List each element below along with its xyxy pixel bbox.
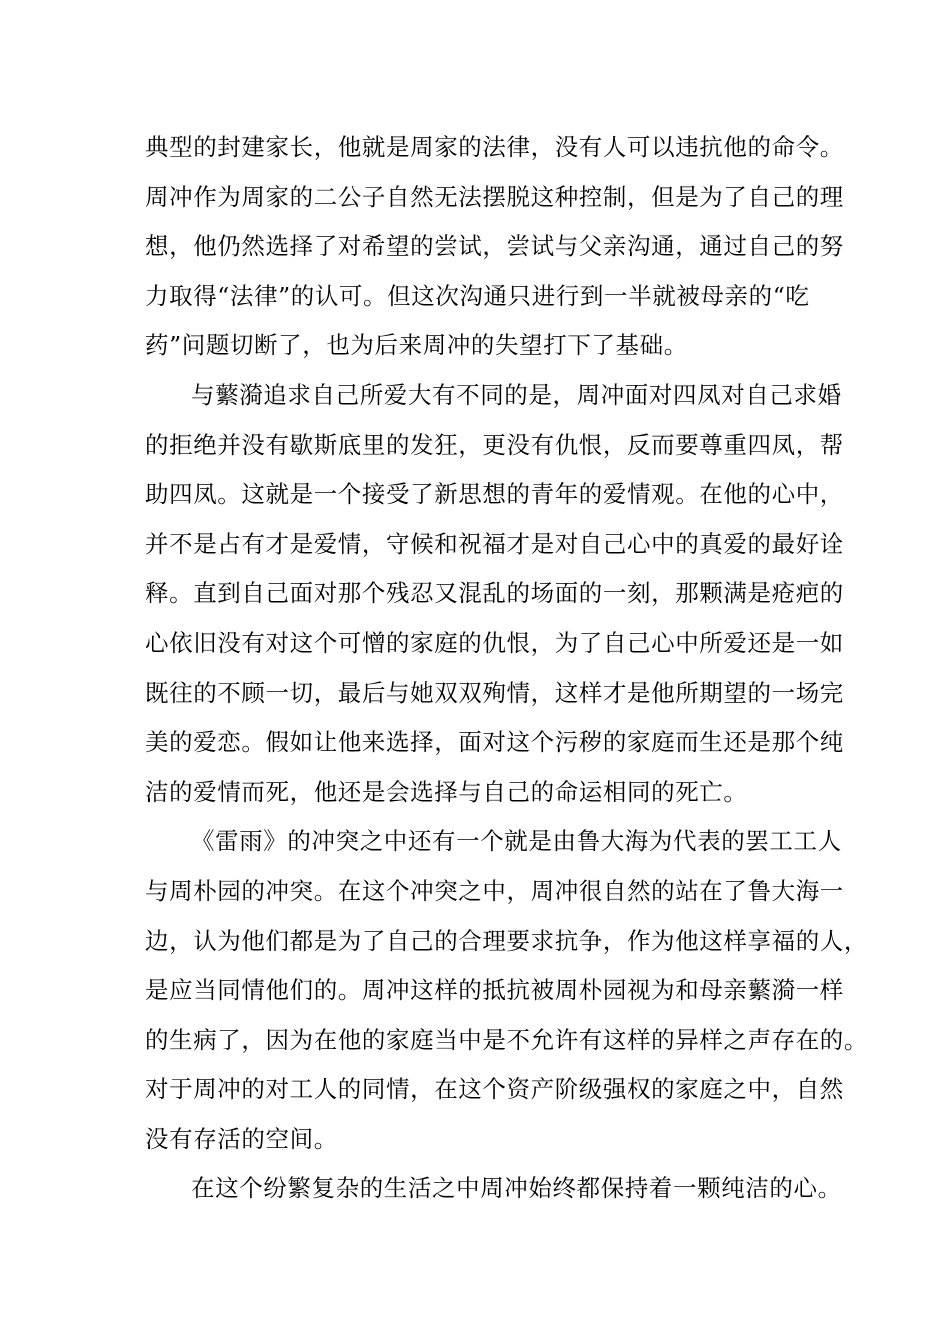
text-line: 并不是占有才是爱情，守候和祝福才是对自己心中的真爱的最好诠 [145, 529, 844, 558]
text-line: 没有存活的空间。 [145, 1124, 338, 1153]
paragraph-first-line: 与蘩漪追求自己所爱大有不同的是，周冲面对四凤对自己求婚 [191, 380, 842, 409]
text-line: 药”问题切断了，也为后来周冲的失望打下了基础。 [145, 331, 688, 360]
text-line: 力取得“法律”的认可。但这次沟通只进行到一半就被母亲的“吃 [145, 281, 810, 310]
text-line: 对于周冲的对工人的同情，在这个资产阶级强权的家庭之中，自然 [145, 1075, 844, 1104]
text-line: 释。直到自己面对那个残忍又混乱的场面的一刻，那颗满是疮疤的 [145, 579, 844, 608]
body-text [145, 132, 868, 1223]
text-line: 助四凤。这就是一个接受了新思想的青年的爱情观。在他的心中， [145, 480, 844, 509]
text-line: 是应当同情他们的。周冲这样的抵抗被周朴园视为和母亲蘩漪一样 [145, 976, 844, 1005]
text-line: 心依旧没有对这个可憎的家庭的仇恨，为了自己心中所爱还是一如 [145, 628, 844, 657]
paragraph-first-line: 《雷雨》的冲突之中还有一个就是由鲁大海为代表的罢工工人 [191, 827, 842, 856]
text-line: 与周朴园的冲突。在这个冲突之中，周冲很自然的站在了鲁大海一 [145, 876, 844, 905]
paragraph-first-line: 在这个纷繁复杂的生活之中周冲始终都保持着一颗纯洁的心。 [191, 1174, 842, 1203]
text-line: 既往的不顾一切，最后与她双双殉情，这样才是他所期望的一场完 [145, 678, 844, 707]
text-line: 想，他仍然选择了对希望的尝试，尝试与父亲沟通，通过自己的努 [145, 232, 844, 261]
text-line: 周冲作为周家的二公子自然无法摆脱这种控制，但是为了自己的理 [145, 182, 844, 211]
text-line: 的生病了，因为在他的家庭当中是不允许有这样的异样之声存在的。 [145, 1025, 868, 1054]
text-line: 洁的爱情而死，他还是会选择与自己的命运相同的死亡。 [145, 777, 748, 806]
text-line: 典型的封建家长，他就是周家的法律，没有人可以违抗他的命令。 [145, 133, 844, 161]
text-line: 边，认为他们都是为了自己的合理要求抗争，作为他这样享福的人， [145, 926, 868, 955]
text-line: 美的爱恋。假如让他来选择，面对这个污秽的家庭而生还是那个纯 [145, 728, 844, 757]
text-line: 的拒绝并没有歇斯底里的发狂，更没有仇恨，反而要尊重四凤，帮 [145, 430, 844, 459]
